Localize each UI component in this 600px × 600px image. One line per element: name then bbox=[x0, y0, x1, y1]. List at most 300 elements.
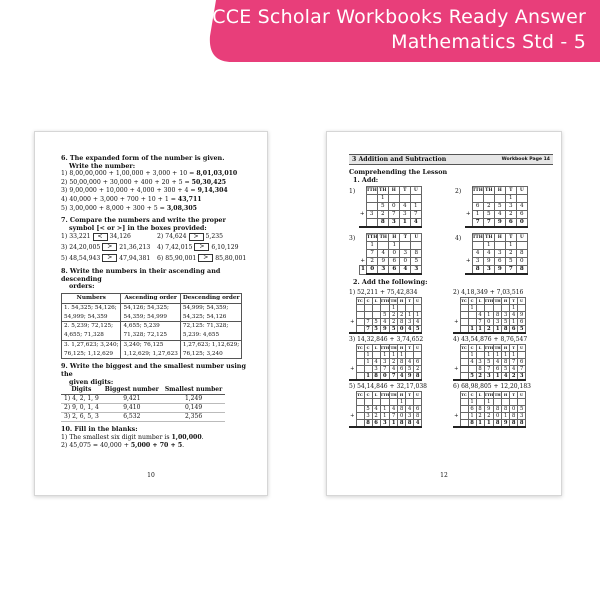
q7-right-number: 21,36,213 bbox=[119, 243, 151, 251]
digit-cell: 5 bbox=[502, 318, 510, 325]
digit-cell bbox=[356, 311, 364, 318]
digit-cell: H bbox=[398, 297, 406, 304]
digit-cell: 0 bbox=[388, 203, 399, 211]
digit-cell: 5 bbox=[518, 405, 526, 412]
digit-cell: 8 bbox=[372, 372, 380, 380]
digit-cell: TH bbox=[390, 345, 397, 350]
q9-header-cell: Digits bbox=[61, 386, 102, 395]
digit-cell: 1 bbox=[406, 311, 414, 318]
digit-cell: 2 bbox=[484, 325, 494, 333]
digit-cell: 7 bbox=[510, 358, 518, 365]
digit-cell bbox=[364, 304, 372, 311]
digit-cell: 2 bbox=[367, 258, 378, 266]
digit-cell: T bbox=[400, 234, 411, 242]
digit-cell: 3 bbox=[483, 266, 494, 275]
digit-cell: 1 bbox=[476, 419, 484, 427]
carry-row bbox=[360, 242, 422, 250]
digit-cell: TH bbox=[485, 188, 493, 194]
digit-cell: 1 bbox=[494, 372, 502, 380]
digit-cell: 0 bbox=[516, 219, 527, 228]
digit-cell: 8 bbox=[494, 311, 502, 318]
digit-cell bbox=[399, 195, 410, 203]
big-header-row bbox=[453, 297, 526, 304]
digit-cell: 7 bbox=[476, 318, 484, 325]
digit-cell bbox=[516, 195, 527, 203]
q6-heading: 6. The expanded form of the number is given. bbox=[61, 154, 225, 162]
digit-cell bbox=[476, 398, 484, 405]
sum-row bbox=[465, 219, 527, 228]
digit-cell: 7 bbox=[518, 365, 526, 372]
digit-cell: H bbox=[389, 234, 400, 242]
digit-cell: 1 bbox=[380, 405, 390, 412]
digit-cell bbox=[460, 372, 468, 380]
digit-cell: 2 bbox=[510, 372, 518, 380]
q7-item bbox=[61, 232, 157, 243]
digit-cell bbox=[356, 325, 364, 333]
digit-cell bbox=[364, 365, 372, 372]
sign-cell bbox=[349, 325, 356, 333]
q6-line bbox=[61, 196, 259, 205]
digit-cell: 1 bbox=[472, 211, 483, 219]
digit-cell bbox=[356, 351, 364, 358]
digit-cell: 9 bbox=[518, 311, 526, 318]
q7-right-number: 47,94,381 bbox=[119, 254, 151, 262]
q7-symbol-box: > bbox=[198, 254, 213, 262]
digit-cell: 2 bbox=[390, 358, 398, 365]
q8-row bbox=[62, 331, 242, 340]
place-value-table bbox=[359, 186, 422, 228]
digit-cell bbox=[356, 419, 364, 427]
digit-cell: 8 bbox=[494, 405, 502, 412]
sign-cell: 1 bbox=[361, 266, 365, 273]
sign-cell bbox=[453, 358, 460, 365]
digit-cell bbox=[400, 242, 411, 250]
sign-cell bbox=[465, 242, 472, 250]
digit-cell: 5 bbox=[380, 311, 390, 318]
addend-row bbox=[359, 211, 421, 219]
q9-row bbox=[61, 413, 225, 422]
addend-row bbox=[465, 258, 527, 266]
digit-cell: 5 bbox=[377, 203, 388, 211]
sum-row bbox=[453, 325, 526, 333]
digit-cell: 6 bbox=[518, 318, 526, 325]
digit-cell: 5 bbox=[484, 358, 494, 365]
digit-cell: 0 bbox=[389, 250, 400, 258]
q7-symbol-box: > bbox=[189, 233, 204, 241]
digit-cell: 6 bbox=[372, 419, 380, 427]
sign-cell bbox=[359, 195, 366, 203]
digit-cell: 0 bbox=[494, 412, 502, 419]
q8-cell: 71,328; 72,125 bbox=[121, 331, 180, 340]
digit-cell: 3 bbox=[518, 372, 526, 380]
digit-cell bbox=[483, 195, 494, 203]
digit-cell: 2 bbox=[398, 311, 406, 318]
digit-cell: T bbox=[406, 344, 414, 351]
digit-cell: 4 bbox=[468, 358, 476, 365]
digit-cell: H bbox=[502, 344, 510, 351]
digit-cell: 3 bbox=[380, 419, 390, 427]
digit-cell: U bbox=[516, 234, 527, 242]
digit-cell: 4 bbox=[399, 203, 410, 211]
addend-row bbox=[360, 258, 422, 266]
digit-cell: 8 bbox=[476, 365, 484, 372]
digit-cell bbox=[460, 358, 468, 365]
digit-cell: TH bbox=[494, 298, 501, 303]
q7-left-number: 1) 33,221 bbox=[61, 233, 91, 241]
digit-cell bbox=[356, 318, 364, 325]
digit-cell: 7 bbox=[505, 266, 516, 275]
digit-cell: 5 bbox=[406, 365, 414, 372]
digit-cell: 0 bbox=[398, 325, 406, 333]
digit-cell: 8 bbox=[476, 405, 484, 412]
digit-cell: T bbox=[505, 234, 516, 242]
digit-cell: C bbox=[468, 344, 476, 351]
sum-row bbox=[349, 372, 422, 380]
digit-cell: 1 bbox=[484, 311, 494, 318]
digit-cell bbox=[460, 419, 468, 427]
digit-cell: 5 bbox=[411, 258, 422, 266]
digit-cell: TTH bbox=[380, 392, 390, 397]
q6-lines bbox=[61, 170, 259, 213]
addition-exercise bbox=[349, 289, 447, 334]
digit-cell: TTH bbox=[380, 345, 390, 350]
digit-cell: 1 bbox=[468, 398, 476, 405]
digit-cell: TH bbox=[390, 298, 397, 303]
digit-cell bbox=[460, 311, 468, 318]
q7-item bbox=[157, 254, 253, 265]
digit-cell bbox=[460, 304, 468, 311]
digit-cell: 5 bbox=[414, 325, 422, 333]
digit-cell: 3 bbox=[494, 250, 505, 258]
q2-heading: 2. Add the following: bbox=[353, 278, 428, 287]
digit-cell bbox=[366, 195, 377, 203]
digit-cell: 6 bbox=[494, 365, 502, 372]
digit-cell bbox=[398, 304, 406, 311]
sign-cell bbox=[465, 250, 472, 258]
sum-row bbox=[359, 219, 421, 228]
digit-cell bbox=[518, 351, 526, 358]
digit-cell: 8 bbox=[502, 358, 510, 365]
digit-cell: TH bbox=[494, 392, 501, 397]
sign-cell bbox=[349, 398, 356, 405]
digit-cell: 8 bbox=[364, 419, 372, 427]
digit-cell: 2 bbox=[377, 211, 388, 219]
digit-cell: 7 bbox=[388, 211, 399, 219]
digit-cell: L bbox=[476, 297, 484, 304]
addend-row bbox=[465, 250, 527, 258]
big-place-value-table bbox=[453, 391, 526, 428]
digit-cell: H bbox=[388, 187, 399, 195]
big-place-value-table bbox=[453, 297, 526, 334]
sign-cell bbox=[349, 372, 356, 380]
q8-header-cell: Descending order bbox=[180, 293, 242, 303]
big-header-row bbox=[349, 391, 422, 398]
digit-cell: 3 bbox=[388, 219, 399, 228]
digit-cell bbox=[356, 398, 364, 405]
q8-cell: 5,239: 4,655 bbox=[180, 331, 242, 340]
q9-cell: 9,421 bbox=[102, 395, 162, 404]
digit-cell: U bbox=[414, 297, 422, 304]
digit-cell: TTH bbox=[484, 392, 494, 397]
q8-heading: 8. Write the numbers in their ascending and descending bbox=[61, 267, 221, 283]
digit-cell bbox=[494, 195, 505, 203]
digit-cell: 2 bbox=[390, 318, 398, 325]
digit-cell: 4 bbox=[372, 405, 380, 412]
q8-row bbox=[62, 340, 242, 349]
banner-title-line1: CCE Scholar Workbooks Ready Answer bbox=[212, 6, 586, 28]
digit-cell: 4 bbox=[516, 203, 527, 211]
digit-cell: 1 bbox=[502, 351, 510, 358]
addend-row bbox=[453, 358, 526, 365]
digit-cell: 2 bbox=[476, 372, 484, 380]
digit-cell: 0 bbox=[400, 258, 411, 266]
digit-cell: 4 bbox=[472, 250, 483, 258]
lesson-heading: Comprehending the Lesson bbox=[349, 168, 448, 176]
q8-header-row bbox=[62, 293, 242, 303]
q7-item bbox=[157, 243, 253, 254]
q8-cell: 76,125; 1,12,629 bbox=[62, 350, 121, 359]
q6-line bbox=[61, 187, 259, 196]
q7-item bbox=[61, 243, 157, 254]
sign-cell bbox=[453, 344, 460, 351]
sign-cell bbox=[465, 219, 472, 228]
sign-cell bbox=[349, 405, 356, 412]
q7-left-number: 4) 7,42,015 bbox=[157, 243, 193, 251]
q8-subheading: orders: bbox=[69, 282, 95, 291]
addend-row bbox=[453, 311, 526, 318]
q8-cell: 54,999; 54,359; bbox=[180, 303, 242, 312]
digit-cell: 6 bbox=[494, 258, 505, 266]
digit-cell: 0 bbox=[516, 258, 527, 266]
digit-cell bbox=[372, 351, 380, 358]
q10-line1: 1) The smallest six digit number is 1,00,000. bbox=[61, 433, 204, 441]
place-value-header-row bbox=[359, 187, 421, 195]
title-banner bbox=[0, 0, 600, 62]
digit-cell: TTH bbox=[472, 188, 483, 194]
sign-cell bbox=[360, 234, 367, 242]
addition-problem bbox=[349, 233, 445, 275]
digit-cell: 5 bbox=[518, 325, 526, 333]
digit-cell: 1 bbox=[389, 242, 400, 250]
digit-cell: 8 bbox=[502, 405, 510, 412]
q8-cell: 54,359; 54,999 bbox=[121, 313, 180, 322]
right-workbook-page bbox=[326, 131, 562, 496]
digit-cell: TC bbox=[357, 298, 363, 303]
digit-cell bbox=[414, 351, 422, 358]
digit-cell: 5 bbox=[390, 325, 398, 333]
addend-row bbox=[349, 358, 422, 365]
digit-cell: 1 bbox=[468, 351, 476, 358]
digit-cell: 4 bbox=[494, 358, 502, 365]
digit-cell: 1 bbox=[510, 304, 518, 311]
addend-row bbox=[453, 405, 526, 412]
digit-cell bbox=[484, 304, 494, 311]
q6-answer: 3,08,305 bbox=[166, 204, 197, 212]
q8-cell: 54,999; 54,359 bbox=[62, 313, 121, 322]
sign-cell bbox=[453, 372, 460, 380]
big-place-value-table bbox=[349, 344, 422, 381]
digit-cell: 6 bbox=[468, 405, 476, 412]
addend-row bbox=[465, 203, 527, 211]
addend-row bbox=[359, 203, 421, 211]
digit-cell: C bbox=[364, 344, 372, 351]
addition-exercise bbox=[453, 383, 551, 428]
digit-cell bbox=[356, 358, 364, 365]
digit-cell: L bbox=[372, 391, 380, 398]
digit-cell: 9 bbox=[483, 258, 494, 266]
sign-cell: + bbox=[465, 258, 471, 265]
q8-cell: 3,240; 76,125 bbox=[121, 340, 180, 349]
digit-cell: 3 bbox=[518, 412, 526, 419]
digit-cell bbox=[356, 304, 364, 311]
digit-cell: 2 bbox=[483, 203, 494, 211]
digit-cell bbox=[468, 365, 476, 372]
carry-row bbox=[465, 242, 527, 250]
digit-cell: TTH bbox=[484, 345, 494, 350]
q9-digits-table bbox=[61, 386, 225, 422]
digit-cell: L bbox=[372, 344, 380, 351]
sign-cell bbox=[349, 297, 356, 304]
digit-cell bbox=[460, 405, 468, 412]
q6-expression: 4) 40,000 + 3,000 + 700 + 10 + 1 = bbox=[61, 195, 178, 203]
digit-cell: 1 bbox=[364, 358, 372, 365]
q7-right-number: 34,126 bbox=[109, 233, 131, 241]
digit-cell: TC bbox=[461, 345, 467, 350]
q9-cell: 2,356 bbox=[162, 413, 225, 422]
digit-cell bbox=[460, 325, 468, 333]
digit-cell: 2 bbox=[390, 311, 398, 318]
digit-cell bbox=[410, 195, 421, 203]
digit-cell: 3 bbox=[364, 412, 372, 419]
sign-cell bbox=[360, 250, 367, 258]
page-number: 10 bbox=[147, 472, 155, 479]
digit-cell bbox=[472, 242, 483, 250]
sum-row bbox=[453, 372, 526, 380]
q8-row bbox=[62, 303, 242, 312]
digit-cell: 2 bbox=[372, 412, 380, 419]
digit-cell: 3 bbox=[399, 211, 410, 219]
digit-cell: 5 bbox=[502, 365, 510, 372]
addition-problem bbox=[349, 186, 445, 228]
digit-cell: 6 bbox=[398, 365, 406, 372]
digit-cell: 8 bbox=[398, 405, 406, 412]
digit-cell bbox=[372, 304, 380, 311]
digit-cell: 5 bbox=[494, 203, 505, 211]
digit-cell: 0 bbox=[484, 318, 494, 325]
digit-cell: TH bbox=[485, 235, 493, 241]
digit-cell bbox=[518, 304, 526, 311]
digit-cell: 7 bbox=[390, 412, 398, 419]
addend-row bbox=[360, 250, 422, 258]
digit-cell bbox=[366, 203, 377, 211]
q8-cell: 3. 1,27,623; 3,240; bbox=[62, 340, 121, 349]
page-number: 12 bbox=[440, 472, 448, 479]
place-value-header-row bbox=[465, 187, 527, 195]
q7-symbol-box: > bbox=[102, 243, 117, 251]
digit-cell: 9 bbox=[484, 405, 494, 412]
add-following-grid bbox=[349, 289, 553, 428]
addition-label: 4) bbox=[455, 235, 462, 243]
digit-cell: 1 bbox=[502, 412, 510, 419]
digit-cell bbox=[502, 398, 510, 405]
digit-cell: 1 bbox=[364, 372, 372, 380]
q6-line bbox=[61, 179, 259, 188]
addend-row bbox=[453, 365, 526, 372]
digit-cell: TTH bbox=[472, 235, 483, 241]
digit-cell: 0 bbox=[380, 372, 390, 380]
digit-cell: 7 bbox=[472, 219, 483, 228]
digit-cell: L bbox=[476, 344, 484, 351]
digit-cell: 1 bbox=[364, 351, 372, 358]
q6-expression: 2) 50,00,000 + 30,000 + 400 + 20 + 5 = bbox=[61, 178, 192, 186]
digit-cell: 7 bbox=[483, 219, 494, 228]
q7-left-number: 5) 48,54,943 bbox=[61, 254, 101, 262]
digit-cell: U bbox=[410, 187, 421, 195]
q8-header-cell: Numbers bbox=[62, 293, 121, 303]
q8-cell: 1,27,623; 1,12,629; bbox=[180, 340, 242, 349]
digit-cell: 4 bbox=[390, 405, 398, 412]
digit-cell: 1 bbox=[484, 351, 494, 358]
big-header-row bbox=[453, 391, 526, 398]
digit-cell: TC bbox=[357, 392, 363, 397]
digit-cell: 1 bbox=[380, 412, 390, 419]
digit-cell: TC bbox=[357, 345, 363, 350]
addition-exercise bbox=[349, 383, 447, 428]
sign-cell: + bbox=[454, 318, 459, 325]
sign-cell: + bbox=[454, 365, 459, 372]
q7-symbol-box: > bbox=[194, 243, 209, 251]
digit-cell: 4 bbox=[390, 365, 398, 372]
carry-row bbox=[453, 398, 526, 405]
digit-cell: L bbox=[476, 391, 484, 398]
q8-row bbox=[62, 313, 242, 322]
q7-right-number: 6,10,129 bbox=[211, 243, 239, 251]
digit-cell: 1 bbox=[494, 325, 502, 333]
digit-cell: 6 bbox=[414, 405, 422, 412]
digit-cell: 1 bbox=[410, 203, 421, 211]
digit-cell: 1 bbox=[399, 219, 410, 228]
digit-cell: U bbox=[518, 344, 526, 351]
digit-cell: 6 bbox=[414, 358, 422, 365]
digit-cell: H bbox=[502, 391, 510, 398]
q10-heading: 10. Fill in the blanks: bbox=[61, 425, 138, 434]
exercise-question: 6) 68,98,805 + 12,20,183 bbox=[453, 382, 531, 390]
digit-cell: 5 bbox=[505, 258, 516, 266]
digit-cell: H bbox=[398, 344, 406, 351]
addend-row bbox=[465, 211, 527, 219]
digit-cell: H bbox=[494, 234, 505, 242]
digit-cell: 4 bbox=[483, 250, 494, 258]
digit-cell: 3 bbox=[502, 311, 510, 318]
digit-cell: 1 bbox=[484, 398, 494, 405]
digit-cell: 9 bbox=[494, 219, 505, 228]
digit-cell: U bbox=[411, 234, 422, 242]
digit-cell: 8 bbox=[411, 250, 422, 258]
digit-cell: 4 bbox=[406, 405, 414, 412]
q7-heading: 7. Compare the numbers and write the proper bbox=[61, 216, 226, 225]
digit-cell: 7 bbox=[364, 325, 372, 333]
digit-cell: 1 bbox=[476, 325, 484, 333]
digit-cell bbox=[356, 372, 364, 380]
digit-cell: C bbox=[468, 391, 476, 398]
digit-cell: 1 bbox=[390, 304, 398, 311]
sign-cell: + bbox=[454, 412, 459, 419]
sign-cell bbox=[453, 398, 460, 405]
digit-cell bbox=[460, 412, 468, 419]
digit-cell: 4 bbox=[510, 365, 518, 372]
digit-cell: 7 bbox=[410, 211, 421, 219]
digit-cell bbox=[406, 304, 414, 311]
